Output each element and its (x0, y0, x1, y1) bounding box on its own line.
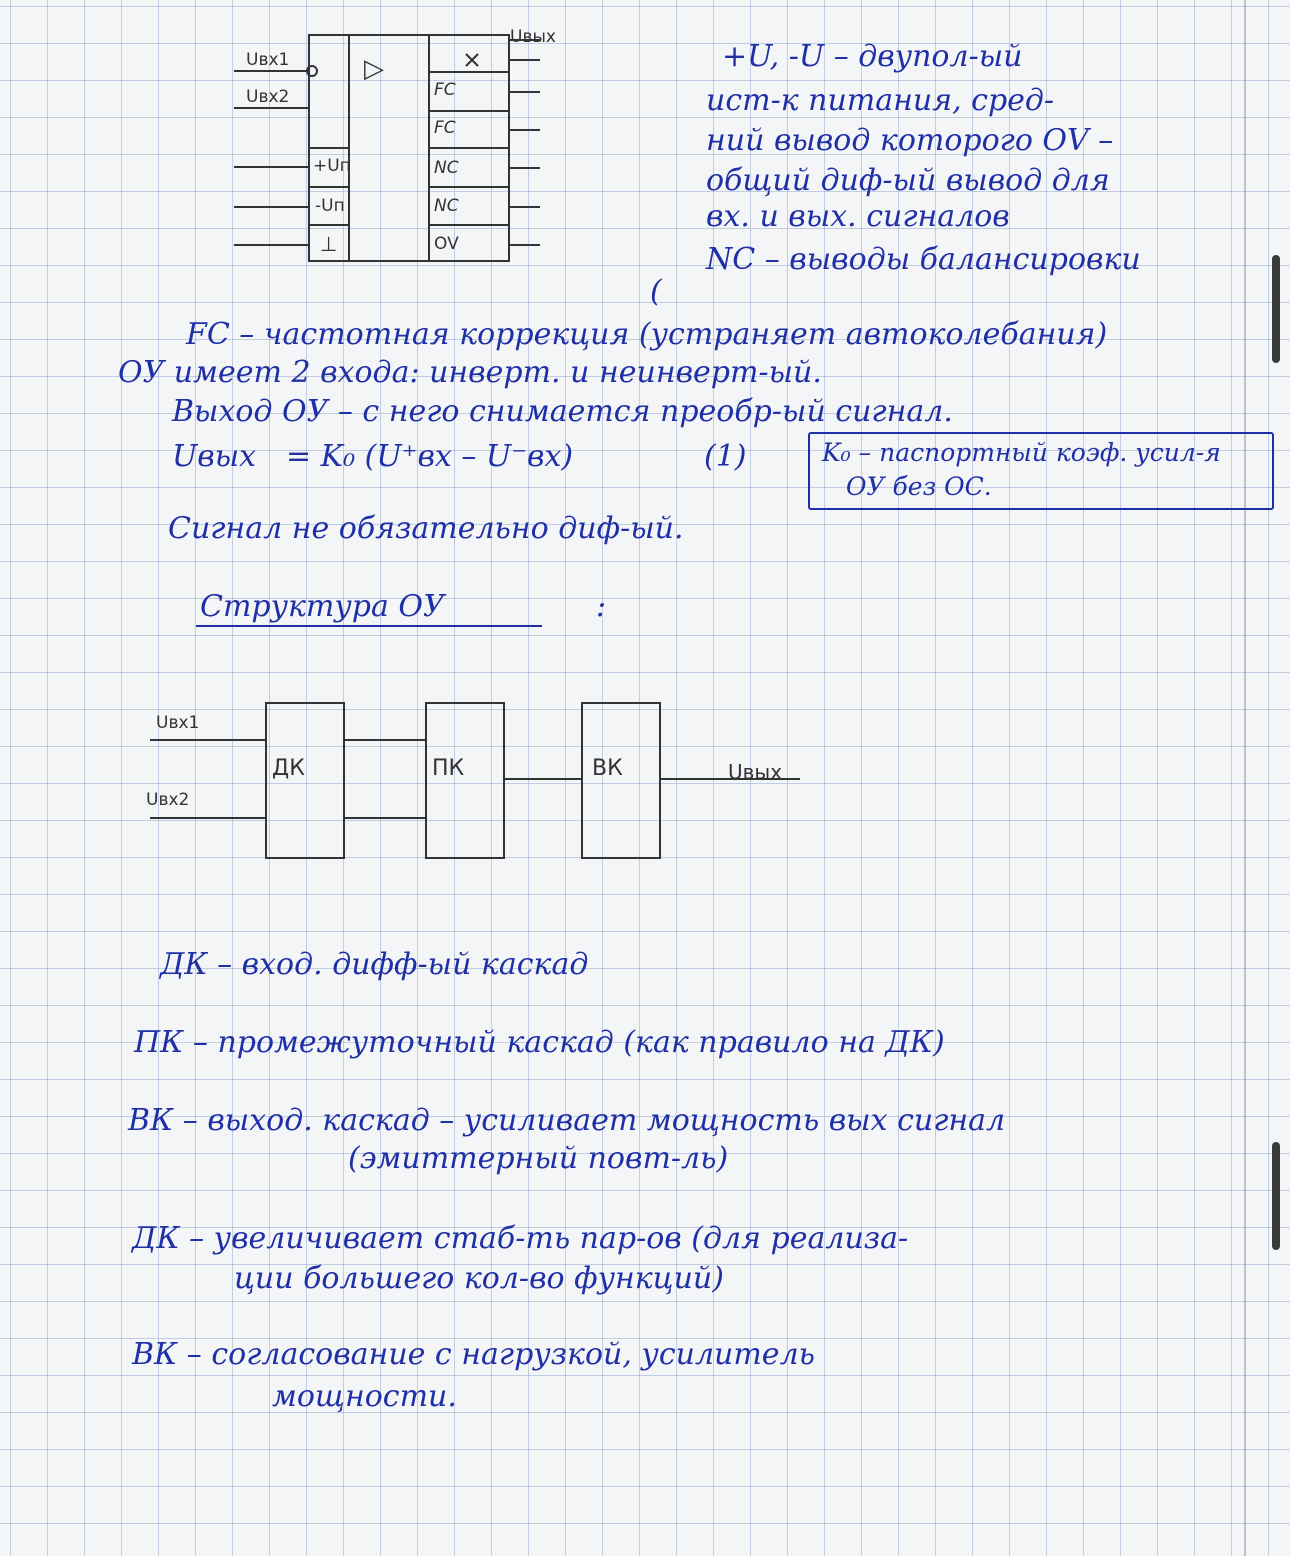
formula-rhs: = K₀ (U⁺вх – U⁻вх) (286, 439, 574, 474)
definition-line: ПК – промежуточный каскад (как правило на ДК) (134, 1025, 945, 1060)
opamp-output-line: Выход ОУ – с него снимается преобр-ый сигнал. (172, 394, 953, 429)
definition-line: ции большего кол-во функций) (234, 1261, 724, 1296)
formula-lhs: Uвых (172, 439, 257, 474)
pin-ov: OV (434, 234, 459, 254)
side-note-line: общий диф-ый вывод для (706, 163, 1110, 198)
pin-nc: NC (434, 196, 459, 216)
block-input1-label: Uвх1 (156, 713, 200, 733)
side-note-line: NC – выводы балансировки (706, 242, 1141, 277)
opamp-input1-label: Uвх1 (246, 50, 290, 70)
definition-line: ВК – выход. каскад – усиливает мощность вых сигнал (128, 1103, 1006, 1138)
amplifier-triangle-icon: ▷ (364, 54, 384, 84)
opamp-inputs-line: ОУ имеет 2 входа: инверт. и неинверт-ый. (118, 355, 822, 390)
block-input2-label: Uвх2 (146, 790, 190, 810)
definition-line: ДК – увеличивает стаб-ть пар-ов (для реализа- (132, 1221, 909, 1256)
block-output-label: Uвых (728, 760, 783, 784)
pin-minus-supply: -Uп (315, 196, 345, 216)
structure-heading-colon: : (596, 589, 607, 624)
side-note-line: ист-к питания, сред- (706, 83, 1055, 118)
pin-plus-supply: +Uп (313, 156, 351, 176)
formula-number: (1) (704, 439, 747, 474)
structure-block-diagram-drawing (150, 703, 800, 858)
definition-line: мощности. (272, 1379, 457, 1414)
opamp-input2-label: Uвх2 (246, 87, 290, 107)
signal-note: Сигнал не обязательно диф-ый. (168, 511, 684, 546)
opamp-output-label: Uвых (510, 27, 556, 47)
definition-line: (эмиттерный повт-ль) (348, 1141, 729, 1176)
k0-note-line: K₀ – паспортный коэф. усил-я (822, 438, 1221, 467)
side-note-line: вх. и вых. сигналов (706, 199, 1010, 234)
pin-ground: ⊥ (320, 232, 338, 256)
structure-heading: Структура ОУ (200, 589, 445, 624)
side-note-line: ний вывод которого ОV – (706, 123, 1114, 158)
heading-underline (196, 625, 542, 627)
k0-note-line: ОУ без ОС. (846, 472, 992, 501)
block-vk-label: ВК (592, 756, 623, 781)
block-pk-label: ПК (432, 756, 465, 781)
definition-line: ДК – вход. дифф-ый каскад (160, 947, 589, 982)
side-note-line: +U, -U – двупол-ый (722, 39, 1023, 74)
stray-paren-mark: ( (650, 274, 662, 309)
pin-fc: FC (434, 118, 456, 138)
block-dk-label: ДК (272, 756, 305, 781)
pin-nc: NC (434, 158, 459, 178)
pin-fc: FC (434, 80, 456, 100)
fc-definition-line: FC – частотная коррекция (устраняет автоколебания) (186, 317, 1108, 352)
definition-line: ВК – согласование с нагрузкой, усилитель (132, 1337, 815, 1372)
